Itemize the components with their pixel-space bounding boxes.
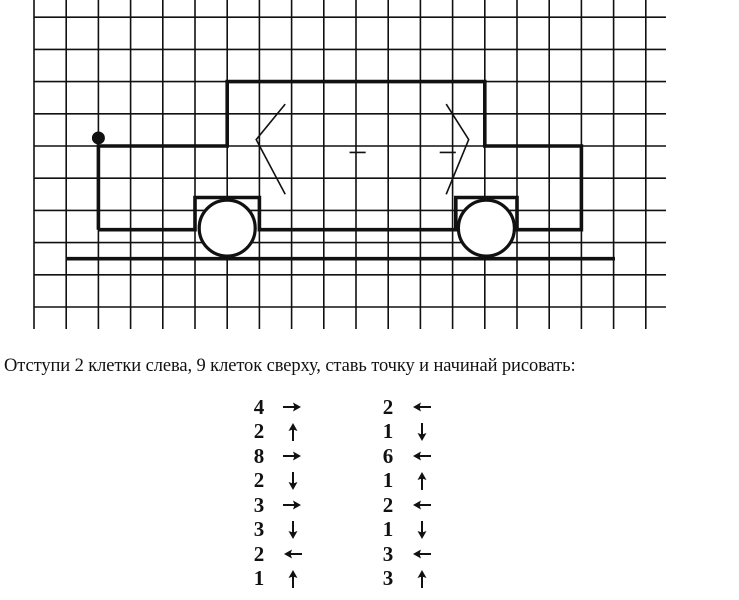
arrow-left-icon [411, 544, 433, 564]
step-count: 1 [253, 566, 265, 591]
arrow-left-icon [411, 495, 433, 515]
step-row [377, 542, 433, 567]
step-count: 2 [382, 492, 394, 517]
step-count: 1 [382, 517, 394, 542]
arrow-right-icon [282, 495, 304, 515]
arrow-up-icon [282, 569, 304, 589]
step-count: 2 [253, 541, 265, 566]
step-count: 6 [382, 443, 394, 468]
arrow-up-icon [411, 471, 433, 491]
step-count: 4 [253, 394, 265, 419]
step-row [377, 567, 433, 592]
step-count: 3 [382, 541, 394, 566]
grid-lines [34, 0, 666, 329]
steps-column-right [377, 395, 433, 591]
step-row [377, 493, 433, 518]
step-count: 2 [253, 419, 265, 444]
start-dot [92, 131, 105, 144]
car-drawing [67, 82, 615, 259]
step-row [377, 420, 433, 445]
arrow-left-icon [411, 446, 433, 466]
step-count: 3 [382, 566, 394, 591]
step-row [248, 420, 304, 445]
step-count: 2 [253, 468, 265, 493]
step-row [377, 395, 433, 420]
arrow-down-icon [282, 520, 304, 540]
window-left [256, 104, 285, 194]
step-row [248, 395, 304, 420]
wheel-right [458, 200, 514, 256]
arrow-down-icon [411, 422, 433, 442]
arrow-up-icon [282, 422, 304, 442]
step-row [377, 469, 433, 494]
steps-column-left [248, 395, 304, 591]
step-count: 3 [253, 492, 265, 517]
window-right [446, 104, 469, 194]
step-row [248, 493, 304, 518]
car-body-outline [98, 82, 581, 230]
arrow-right-icon [282, 397, 304, 417]
arrow-right-icon [282, 446, 304, 466]
step-count: 2 [382, 394, 394, 419]
step-row [248, 567, 304, 592]
step-row [248, 518, 304, 543]
step-row [377, 444, 433, 469]
step-count: 3 [253, 517, 265, 542]
step-count: 1 [382, 419, 394, 444]
step-row [377, 518, 433, 543]
step-count: 8 [253, 443, 265, 468]
arrow-down-icon [282, 471, 304, 491]
step-count: 1 [382, 468, 394, 493]
arrow-up-icon [411, 569, 433, 589]
arrow-left-icon [411, 397, 433, 417]
arrow-down-icon [411, 520, 433, 540]
step-row [248, 542, 304, 567]
step-row [248, 444, 304, 469]
instruction-text: Отступи 2 клетки слева, 9 клеток сверху, ставь точку и начинай рисовать: [4, 356, 576, 376]
wheel-left [199, 200, 255, 256]
arrow-left-icon [282, 544, 304, 564]
step-row [248, 469, 304, 494]
